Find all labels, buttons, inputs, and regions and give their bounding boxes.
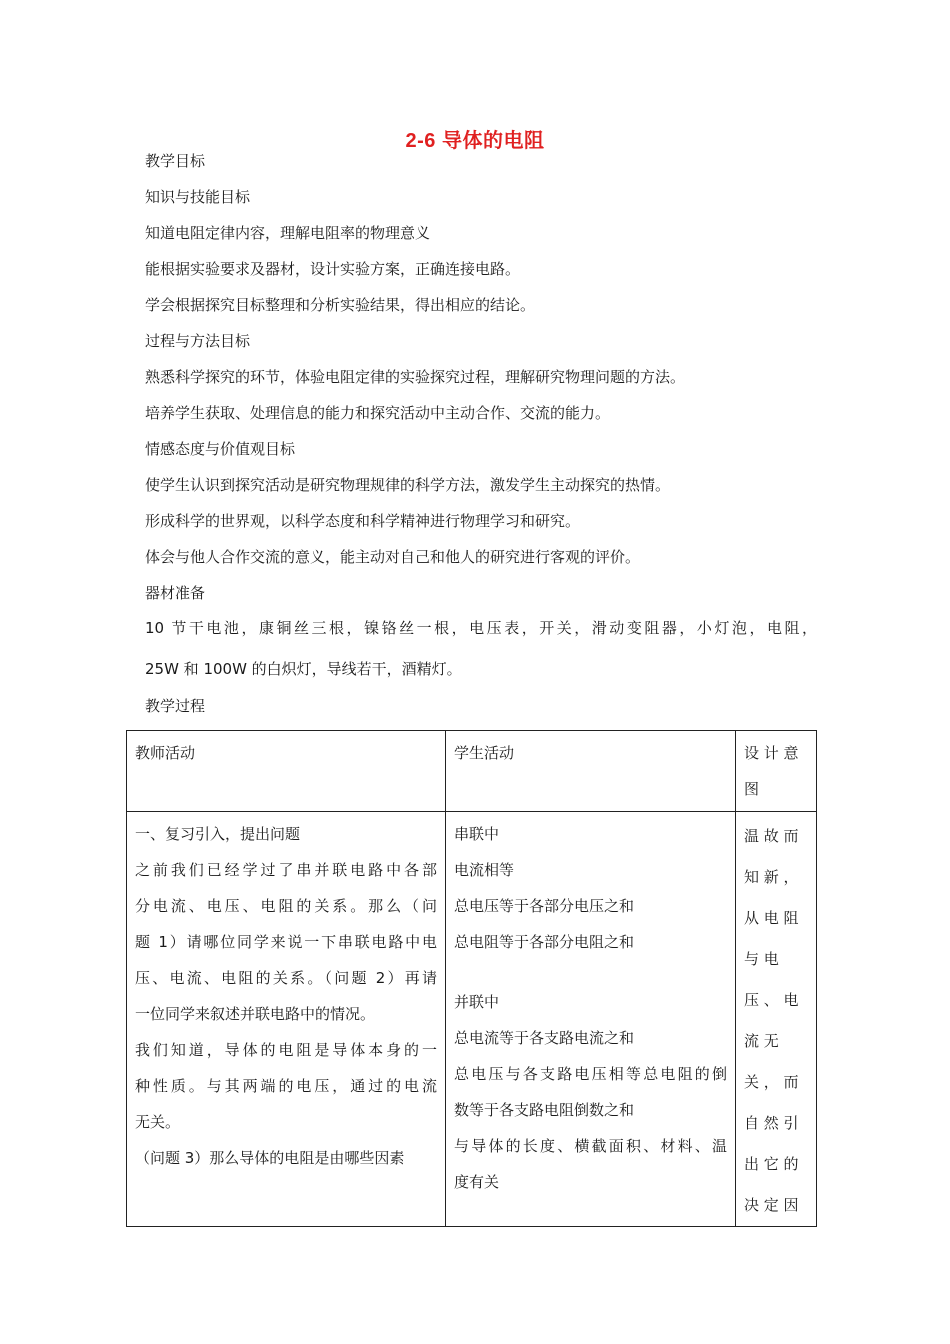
design-intent-cell — [736, 812, 817, 1227]
emotion-item: 体会与他人合作交流的意义，能主动对自己和他人的研究进行客观的评价。 — [145, 548, 641, 566]
teacher-line: 种性质。与其两端的电压，通过的电流 — [135, 1077, 437, 1095]
materials-line: 10 节干电池，康铜丝三根，镍铬丝一根，电压表，开关，滑动变阻器，小灯泡，电阻， — [145, 619, 817, 637]
emotion-item: 使学生认识到探究活动是研究物理规律的科学方法，激发学生主动探究的热情。 — [145, 476, 671, 494]
design-line: 压 、 电 — [744, 991, 799, 1009]
student-line: 与导体的长度、横截面积、材料、温 — [454, 1137, 727, 1155]
teacher-line: 一、复习引入，提出问题 — [135, 825, 301, 843]
student-line: 总电阻等于各部分电阻之和 — [454, 933, 635, 951]
teacher-line: 一位同学来叙述并联电路中的情况。 — [135, 1005, 376, 1023]
student-activity-cell — [446, 812, 736, 1227]
lesson-table — [126, 730, 817, 1227]
design-line: 与 电 — [744, 950, 779, 968]
teacher-activity-cell — [127, 812, 446, 1227]
student-line: 并联中 — [454, 993, 500, 1011]
student-line: 电流相等 — [454, 861, 515, 879]
knowledge-item: 能根据实验要求及器材，设计实验方案，正确连接电路。 — [145, 260, 521, 278]
teacher-line: 之前我们已经学过了串并联电路中各部 — [135, 861, 437, 879]
student-line: 总电压与各支路电压相等总电阻的倒 — [454, 1065, 727, 1083]
process-heading: 过程与方法目标 — [145, 332, 251, 350]
teacher-line: 我们知道，导体的电阻是导体本身的一 — [135, 1041, 437, 1059]
student-line: 度有关 — [454, 1173, 500, 1191]
materials-line: 25W 和 100W 的白炽灯，导线若干，酒精灯。 — [145, 660, 462, 678]
teacher-line: 题 1）请哪位同学来说一下串联电路中电 — [135, 933, 437, 951]
table-header-row — [127, 731, 817, 812]
student-line: 总电压等于各部分电压之和 — [454, 897, 635, 915]
knowledge-item: 学会根据探究目标整理和分析实验结果，得出相应的结论。 — [145, 296, 536, 314]
header-design — [736, 731, 817, 812]
header-teacher — [127, 731, 446, 812]
teacher-line: 压、电流、电阻的关系。（问题 2）再请 — [135, 969, 437, 987]
process-item: 培养学生获取、处理信息的能力和探究活动中主动合作、交流的能力。 — [145, 404, 611, 422]
design-line: 关 ， 而 — [744, 1073, 799, 1091]
emotion-item: 形成科学的世界观，以科学态度和科学精神进行物理学习和研究。 — [145, 512, 581, 530]
knowledge-heading: 知识与技能目标 — [145, 188, 251, 206]
design-line: 温 故 而 — [744, 827, 799, 845]
header-student-label: 学生活动 — [454, 744, 515, 762]
header-teacher-label: 教师活动 — [135, 744, 196, 762]
design-line: 从 电 阻 — [744, 909, 799, 927]
student-line: 串联中 — [454, 825, 500, 843]
design-line: 自 然 引 — [744, 1114, 799, 1132]
teaching-process-heading: 教学过程 — [145, 697, 206, 715]
header-design-label: 设 计 意 — [744, 744, 799, 762]
page-title: 2-6 导体的电阻 — [405, 130, 545, 152]
knowledge-item: 知道电阻定律内容，理解电阻率的物理意义 — [145, 224, 431, 242]
spacer — [454, 960, 727, 984]
student-line: 总电流等于各支路电流之和 — [454, 1029, 635, 1047]
teacher-line: 分电流、电压、电阻的关系。那么（问 — [135, 897, 437, 915]
table-row — [127, 812, 817, 1227]
header-design-label: 图 — [744, 780, 760, 798]
design-line: 知 新 ， — [744, 868, 799, 886]
design-line: 流 无 — [744, 1032, 779, 1050]
goals-heading: 教学目标 — [145, 152, 206, 170]
design-line: 决 定 因 — [744, 1196, 799, 1214]
design-line: 出 它 的 — [744, 1155, 799, 1173]
teacher-line: （问题 3）那么导体的电阻是由哪些因素 — [135, 1149, 405, 1167]
process-item: 熟悉科学探究的环节，体验电阻定律的实验探究过程，理解研究物理问题的方法。 — [145, 368, 686, 386]
materials-heading: 器材准备 — [145, 584, 206, 602]
teacher-line: 无关。 — [135, 1113, 181, 1131]
student-line: 数等于各支路电阻倒数之和 — [454, 1101, 635, 1119]
emotion-heading: 情感态度与价值观目标 — [145, 440, 296, 458]
header-student — [446, 731, 736, 812]
